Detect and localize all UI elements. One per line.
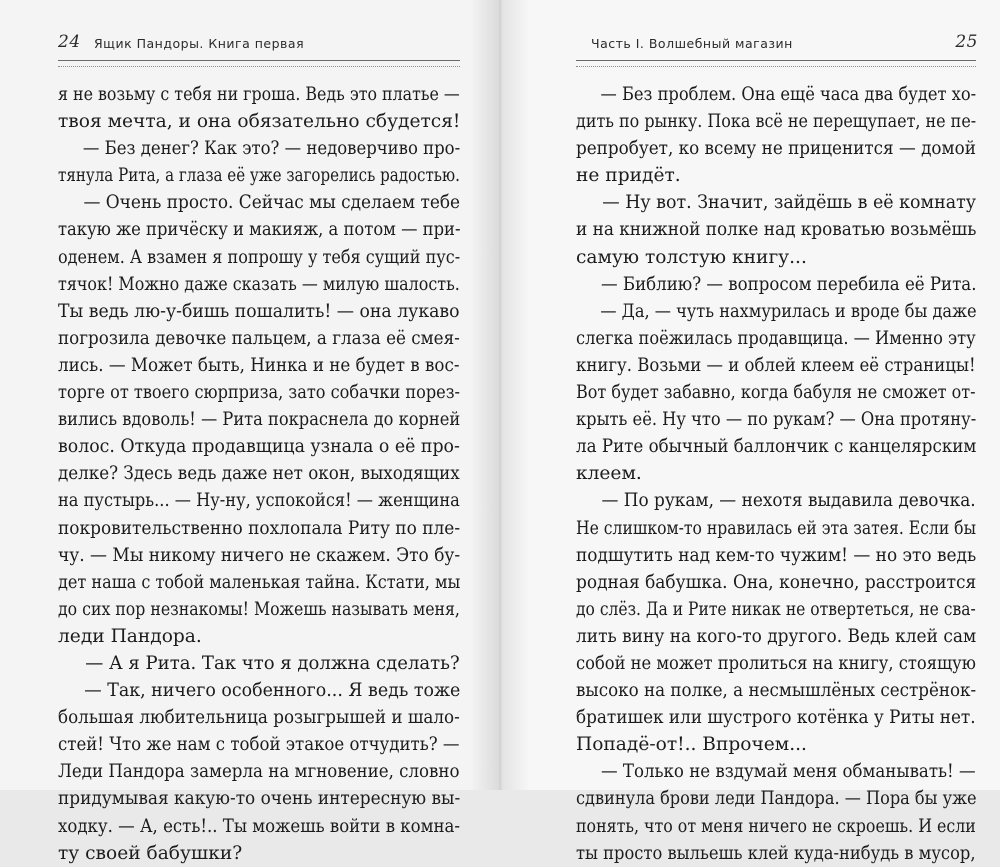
text-line: — Да, — чуть нахмурилась и вроде бы даже	[600, 300, 977, 322]
left-page-number: 24	[58, 32, 81, 52]
text-line: — Без денег? Как это? — недоверчиво про-	[82, 138, 461, 160]
text-line: дить по рынку. Пока всё не перещупает, не пе-	[576, 111, 977, 133]
text-line: волос. Откуда продавщица узнала о её про-	[58, 436, 460, 458]
text-line: на пустырь... — Ну-ну, успокойся! — женщина	[58, 490, 460, 512]
text-line: родная бабушка. Она, конечно, расстроится	[576, 571, 977, 593]
right-page-header	[576, 32, 978, 59]
text-line: Леди Пандора замерла на мгновение, словно	[58, 761, 460, 783]
left-page-header	[58, 32, 460, 59]
text-line: до сих пор незнакомы! Можешь называть меня,	[58, 598, 460, 620]
right-page	[500, 0, 1000, 864]
text-line: Не слишком-то нравилась ей эта затея. Если бы	[576, 517, 976, 539]
text-line: слегка поёжилась продавщица. — Именно эту	[576, 327, 976, 349]
text-line: крыть её. Ну что — по рукам? — Она протяну-	[576, 409, 977, 431]
text-line: ты просто выльешь клей куда-нибудь в мусор,	[576, 842, 976, 864]
text-line: лить вину на кого-то другого. Ведь клей сам	[576, 625, 977, 647]
text-line: большая любительница розыгрышей и шало-	[58, 707, 460, 729]
right-page-text	[576, 81, 976, 867]
text-line: ходку. — А, есть!.. Ты можешь войти в комна-	[58, 815, 461, 837]
text-line: торге от твоего сюрприза, зато собачки порез-	[58, 382, 460, 404]
text-line: тячок! Можно даже сказать — милую шалость.	[58, 273, 460, 295]
text-line: подшутить над кем-то чужим! — но это ведь	[576, 544, 977, 566]
text-line: до слёз. Да и Рите никак не отвертеться, не сва-	[576, 598, 976, 620]
text-line: высоко на полке, а несмышлёных сестрёнок-	[576, 680, 977, 702]
text-line: Ты ведь лю-у-бишь пошалить! — она лукаво	[58, 300, 460, 322]
text-line: — Только не вздумай меня обманывать! —	[601, 761, 976, 783]
right-header-rule	[576, 60, 976, 67]
text-line: понять, что от меня ничего не скроешь. И если	[576, 815, 976, 837]
text-line: — Библию? — вопросом перебила её Рита.	[601, 273, 977, 295]
text-line: клеем.	[576, 463, 642, 485]
text-line: такую же причёску и макияж, а потом — при-	[58, 219, 461, 241]
left-running-head: Ящик Пандоры. Книга первая	[94, 36, 305, 51]
text-line: делке? Здесь ведь даже нет окон, выходящих	[58, 463, 460, 485]
text-line: собой не может пролиться на книгу, стоящую	[576, 652, 976, 674]
text-line: лись. — Может быть, Нинка и не будет в вос-	[58, 354, 460, 376]
text-line: Вот будет забавно, когда бабуля не сможет от-	[576, 382, 976, 404]
text-line: покровительственно похлопала Риту по пле-	[58, 517, 461, 539]
text-line: книгу. Возьми — и облей клеем её страницы!	[576, 354, 976, 376]
left-page-text	[58, 81, 460, 867]
left-header-rule	[58, 60, 460, 67]
text-line: чу. — Мы никому ничего не скажем. Это бу-	[58, 544, 461, 566]
text-line: сдвинула брови леди Пандора. — Пора бы уже	[576, 788, 977, 810]
text-line: — Без проблем. Она ещё часа два будет хо-	[600, 84, 977, 105]
text-line: оденем. А взамен я попрошу у тебя сущий пус-	[58, 246, 461, 268]
text-line: не придёт.	[576, 165, 681, 187]
left-page	[0, 0, 500, 864]
text-line: стей! Что же нам с тобой этакое отчудить? —	[58, 734, 460, 756]
text-line: — Ну вот. Значит, зайдёшь в её комнату	[602, 192, 976, 214]
text-line: — Так, ничего особенного... Я ведь тоже	[84, 680, 461, 702]
text-line: Попадё-от!.. Впрочем...	[576, 734, 807, 756]
text-line: репробует, ко всему не приценится — домой	[576, 138, 976, 160]
text-line: вились вдоволь! — Рита покраснела до корней	[58, 409, 461, 431]
text-line: леди Пандора.	[58, 625, 202, 647]
text-line: — А я Рита. Так что я должна сделать?	[85, 652, 460, 674]
text-line: погрозила девочке пальцем, а глаза её смея-	[58, 327, 460, 349]
text-line: придумывая какую-то очень интересную вы-	[58, 788, 461, 810]
text-line: самую толстую книгу...	[576, 246, 807, 268]
text-line: — Очень просто. Сейчас мы сделаем тебе	[83, 192, 461, 214]
text-line: тянула Рита, а глаза её уже загорелись радостью.	[58, 165, 460, 187]
right-page-number: 25	[955, 32, 978, 52]
text-line: я не возьму с тебя ни гроша. Ведь это платье —	[58, 84, 460, 105]
text-line: и на книжной полке над кроватью возьмёшь	[576, 219, 977, 241]
text-line: ла Рите обычный баллончик с канцелярским	[576, 436, 977, 458]
text-line: братишек или шустрого котёнка у Риты нет.	[576, 707, 976, 729]
right-running-head: Часть I. Волшебный магазин	[591, 36, 793, 51]
text-line: — По рукам, — нехотя выдавила девочка.	[601, 490, 976, 512]
text-line: дет наша с тобой маленькая тайна. Кстати, мы	[58, 571, 461, 593]
text-line: ту своей бабушки?	[58, 842, 243, 864]
text-line: твоя мечта, и она обязательно сбудется!	[58, 111, 461, 133]
